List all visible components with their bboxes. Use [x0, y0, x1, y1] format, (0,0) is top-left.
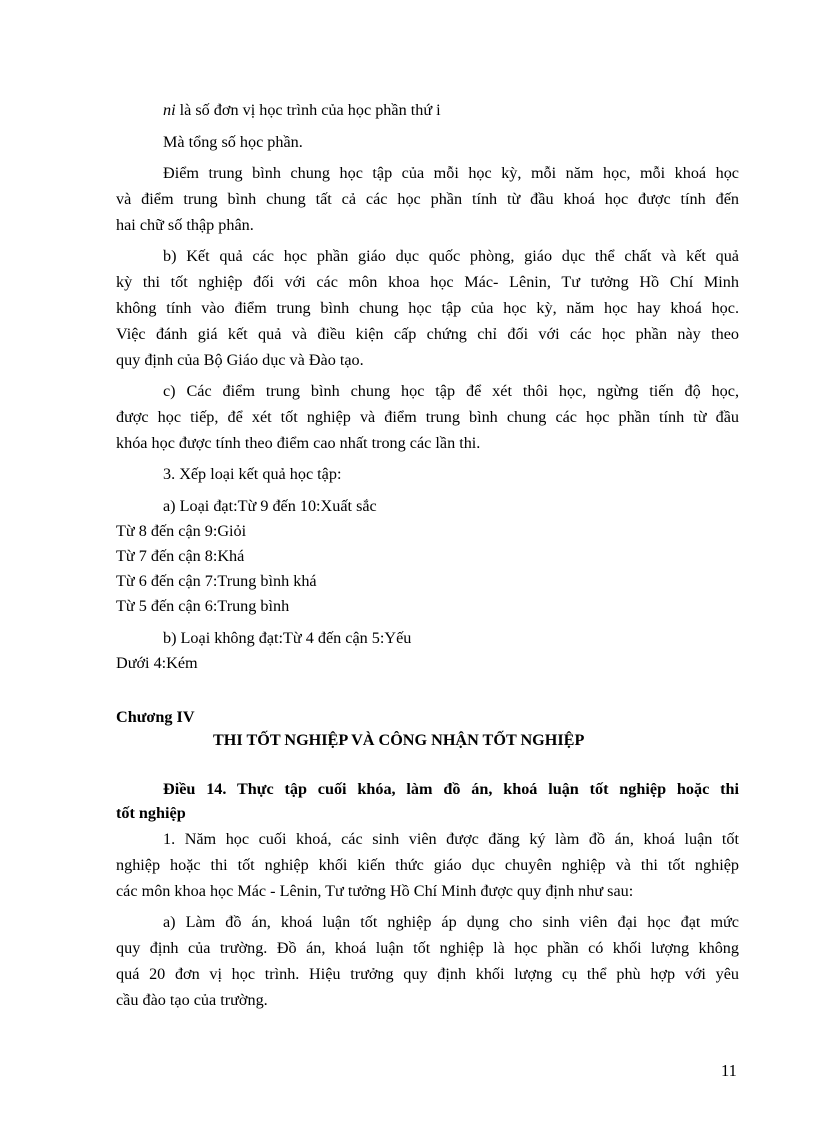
article-p1-line: các môn khoa học Mác - Lênin, Tư tưởng Hồ Chí Minh được quy định như sau: [116, 882, 634, 900]
gpa-paragraph-line: và điểm trung bình chung tất cả các học phần tính từ đầu khoá học được tính đến [116, 190, 739, 208]
ranking-pass-line: Từ 8 đến cận 9:Giỏi [116, 522, 247, 540]
ranking-pass-line: Từ 7 đến cận 8:Khá [116, 547, 245, 565]
para-b-line: quy định của Bộ Giáo dục và Đào tạo. [116, 351, 364, 369]
ni-definition [163, 97, 441, 123]
chapter-title: THI TỐT NGHIỆP VÀ CÔNG NHẬN TỐT NGHIỆP [213, 731, 585, 749]
para-b-line: không tính vào điểm trung bình chung học tập của học kỳ, năm học hay khoá học. [116, 299, 739, 317]
article-heading: Điều 14. Thực tập cuối khóa, làm đồ án, khoá luận tốt nghiệp hoặc thi [163, 780, 739, 798]
para-c-line: khóa học được tính theo điểm cao nhất trong các lần thi. [116, 434, 481, 452]
chapter-label: Chương IV [116, 708, 195, 726]
article-pa-line: quá 20 đơn vị học trình. Hiệu trưởng quy định khối lượng cụ thể phù hợp với yêu [116, 965, 739, 983]
article-p1-line: 1. Năm học cuối khoá, các sinh viên được đăng ký làm đồ án, khoá luận tốt [163, 830, 739, 848]
ni-text: là số đơn vị học trình của học phần thứ i [175, 101, 441, 119]
gpa-paragraph-line: Điểm trung bình chung học tập của mỗi học kỳ, mỗi năm học, mỗi khoá học [163, 164, 739, 182]
ranking-fail-line: Dưới 4:Kém [116, 654, 198, 672]
ranking-pass-line: Từ 6 đến cận 7:Trung bình khá [116, 572, 317, 590]
para-b-line: Việc đánh giá kết quả và điều kiện cấp chứng chỉ đối với các học phần này theo [116, 325, 739, 343]
para-b-line: kỳ thi tốt nghiệp đối với các môn khoa học Mác- Lênin, Tư tưởng Hồ Chí Minh [116, 273, 739, 291]
gpa-paragraph-line: hai chữ số thập phân. [116, 216, 254, 234]
m-definition: Mà tổng số học phần. [163, 133, 303, 151]
ranking-fail-line: b) Loại không đạt:Từ 4 đến cận 5:Yếu [163, 629, 412, 647]
ranking-pass-line: a) Loại đạt:Từ 9 đến 10:Xuất sắc [163, 497, 377, 515]
article-p1-line: nghiệp hoặc thi tốt nghiệp khối kiến thức giáo dục chuyên nghiệp và thi tốt nghiệp [116, 856, 739, 874]
ni-variable: ni [163, 101, 176, 119]
para-b-line: b) Kết quả các học phần giáo dục quốc phòng, giáo dục thể chất và kết quả [163, 247, 739, 265]
article-pa-line: cầu đào tạo của trường. [116, 991, 268, 1009]
ranking-pass-line: Từ 5 đến cận 6:Trung bình [116, 597, 290, 615]
para-c-line: c) Các điểm trung bình chung học tập để xét thôi học, ngừng tiến độ học, [163, 382, 739, 400]
page-number: 11 [721, 1061, 737, 1080]
para-c-line: được học tiếp, để xét tốt nghiệp và điểm trung bình chung các học phần tính từ đầu [116, 408, 739, 426]
ranking-heading: 3. Xếp loại kết quả học tập: [163, 465, 342, 483]
article-heading: tốt nghiệp [116, 804, 186, 822]
article-pa-line: quy định của trường. Đồ án, khoá luận tốt nghiệp là học phần có khối lượng không [116, 939, 739, 957]
article-pa-line: a) Làm đồ án, khoá luận tốt nghiệp áp dụng cho sinh viên đại học đạt mức [163, 913, 739, 931]
